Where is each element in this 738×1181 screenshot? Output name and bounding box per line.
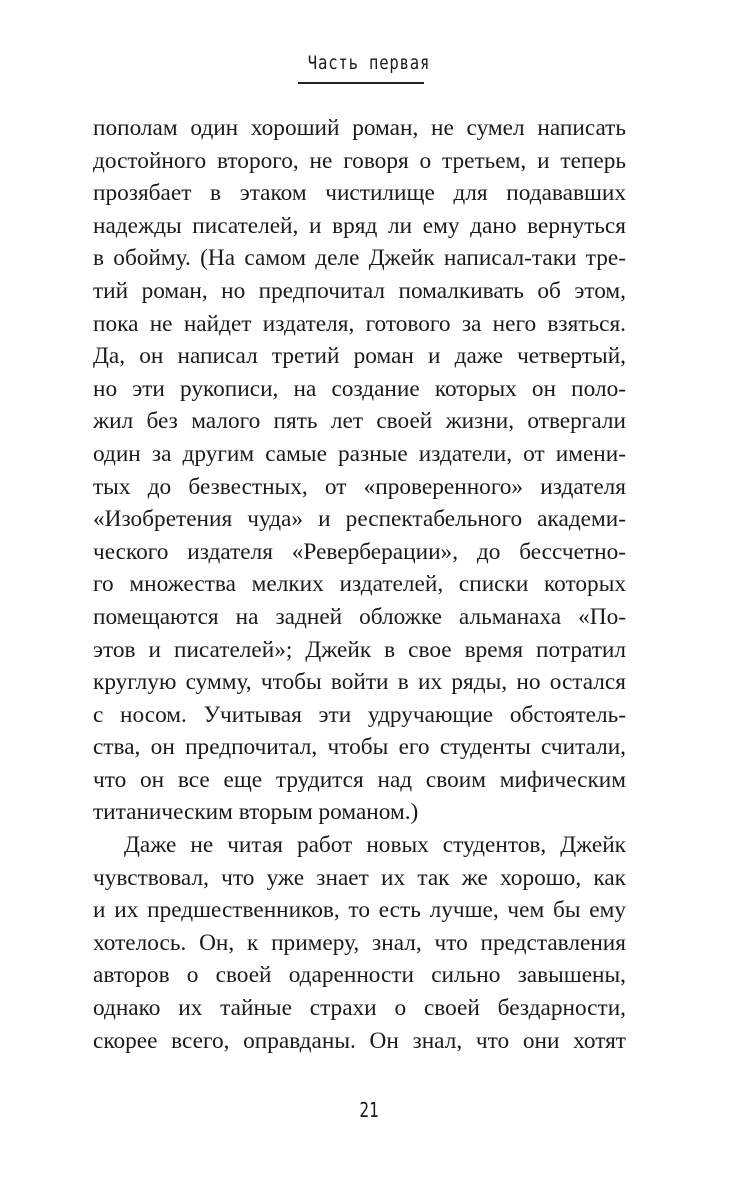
text-line: Даже не читая работ новых студентов, Джейк [124,832,626,859]
text-line: Да, он написал третий роман и даже четвертый, [93,343,626,370]
text-line: и их предшественников, то есть лучше, чем бы ему [93,897,626,924]
text-line: жил без малого пять лет своей жизни, отвергали [93,408,626,435]
text-line: пополам один хороший роман, не сумел написать [93,115,626,141]
header-rule [298,82,424,84]
text-line: чувствовал, что уже знает их так же хорошо, как [93,864,626,891]
page-number: 21 [359,1098,379,1122]
text-line: ческого издателя «Реверберации», до бессчетно- [93,538,626,565]
text-line: с носом. Учитывая эти удручающие обстоятель- [93,701,626,728]
text-line: один за другим самые разные издатели, от имени- [93,440,626,467]
text-line: ства, он предпочитал, чтобы его студенты считали, [93,734,626,761]
body-text [93,112,626,1057]
text-line: тых до безвестных, от «проверенного» издателя [93,473,626,500]
text-line: что он все еще трудится над своим мифическим [93,766,626,793]
text-line: авторов о своей одаренности сильно завышены, [93,962,626,989]
text-line: но эти рукописи, на создание которых он поло- [93,375,626,402]
text-line: «Изобретения чуда» и респектабельного академи- [93,506,626,533]
text-line: пока не найдет издателя, готового за него взяться. [93,310,626,337]
text-line: в обойму. (На самом деле Джейк написал-таки тре- [93,245,626,272]
text-line: однако их тайные страхи о своей бездарности, [93,995,626,1022]
text-line: го множества мелких издателей, списки которых [93,571,626,598]
text-line: этов и писателей»; Джейк в свое время потратил [93,636,626,663]
text-line: помещаются на задней обложке альманаха «По- [93,603,626,630]
text-line: круглую сумму, чтобы войти в их ряды, но остался [93,669,626,696]
text-line: достойного второго, не говоря о третьем, и теперь [93,147,626,174]
running-header: Часть первая [307,52,431,74]
text-line: надежды писателей, и вряд ли ему дано вернуться [93,212,626,239]
text-line: прозябает в этаком чистилище для подававших [93,180,626,207]
text-line: титаническим вторым романом.) [93,799,419,826]
text-line: скорее всего, оправданы. Он знал, что они хотят [93,1027,626,1054]
text-line: тий роман, но предпочитал помалкивать об этом, [93,277,626,304]
text-line: хотелось. Он, к примеру, знал, что представления [93,929,626,956]
